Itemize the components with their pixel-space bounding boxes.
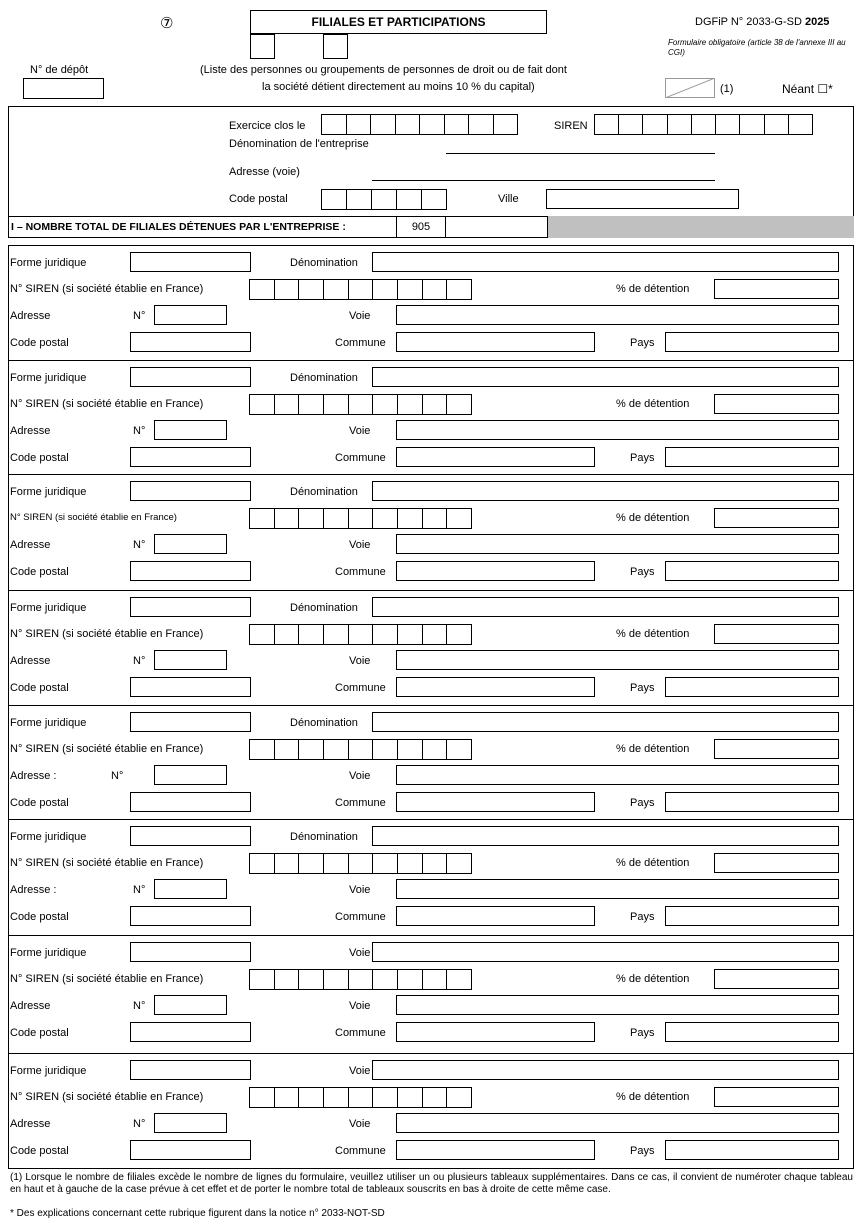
code-postal-label: Code postal <box>10 566 69 578</box>
detention-label: % de détention <box>616 398 690 410</box>
detention-label: % de détention <box>616 1091 690 1103</box>
title-box <box>250 10 547 34</box>
detention-input[interactable] <box>714 853 839 873</box>
depot-label: N° de dépôt <box>30 64 89 76</box>
subsidiary-row1-input[interactable] <box>372 252 839 272</box>
subsidiary-siren-input[interactable] <box>249 394 472 415</box>
adresse-label: Adresse <box>10 425 51 437</box>
commune-label: Commune <box>335 337 386 349</box>
subsidiary-divider <box>8 705 854 706</box>
commune-input[interactable] <box>396 906 595 926</box>
numero-label: N° <box>133 539 146 551</box>
subsidiary-siren-input[interactable] <box>249 969 472 990</box>
forme-juridique-label: Forme juridique <box>10 602 87 614</box>
adresse-label: Adresse : <box>10 770 57 782</box>
section1-title: I – NOMBRE TOTAL DE FILIALES DÉTENUES PAR L'ENTREPRISE : <box>11 221 346 233</box>
numero-input[interactable] <box>154 995 227 1015</box>
code-postal-input[interactable] <box>130 792 251 812</box>
subsidiary-divider <box>8 935 854 936</box>
commune-label: Commune <box>335 911 386 923</box>
pays-label: Pays <box>630 911 655 923</box>
code-postal-input[interactable] <box>130 1140 251 1160</box>
subsidiary-siren-input[interactable] <box>249 853 472 874</box>
pays-input[interactable] <box>665 906 839 926</box>
voie-input[interactable] <box>396 650 839 670</box>
numero-label: N° <box>133 425 146 437</box>
table-total-box[interactable] <box>323 34 348 59</box>
code-postal-input[interactable] <box>130 332 251 352</box>
code-postal-input[interactable] <box>130 906 251 926</box>
subsidiary-row1-label: Dénomination <box>290 257 358 269</box>
code-postal-input[interactable] <box>130 1022 251 1042</box>
adresse-label: Adresse <box>10 655 51 667</box>
subsidiary-row1-label: Dénomination <box>290 717 358 729</box>
code-postal-label: Code postal <box>10 337 69 349</box>
voie-input[interactable] <box>396 305 839 325</box>
subsidiary-row1-label: Dénomination <box>290 602 358 614</box>
ville-label: Ville <box>498 193 519 205</box>
code-postal-input[interactable] <box>321 189 447 210</box>
adresse-label: Adresse : <box>10 884 57 896</box>
numero-input[interactable] <box>154 534 227 554</box>
siren-label: N° SIREN (si société établie en France) <box>10 628 204 640</box>
detention-label: % de détention <box>616 628 690 640</box>
commune-input[interactable] <box>396 1140 595 1160</box>
commune-input[interactable] <box>396 677 595 697</box>
code-postal-label: Code postal <box>229 193 288 205</box>
detention-input[interactable] <box>714 969 839 989</box>
adresse-label: Adresse <box>10 1000 51 1012</box>
forme-juridique-input[interactable] <box>130 481 251 501</box>
subsidiary-divider <box>8 360 854 361</box>
forme-juridique-input[interactable] <box>130 1060 251 1080</box>
voie-label: Voie <box>349 1000 371 1012</box>
subsidiary-row1-input[interactable] <box>372 481 839 501</box>
commune-label: Commune <box>335 797 386 809</box>
numero-input[interactable] <box>154 879 227 899</box>
voie-label: Voie <box>349 310 371 322</box>
forme-juridique-input[interactable] <box>130 826 251 846</box>
adresse-label: Adresse <box>10 310 51 322</box>
code-postal-input[interactable] <box>130 447 251 467</box>
pays-label: Pays <box>630 566 655 578</box>
diagonal-box[interactable] <box>665 78 715 98</box>
subsidiary-divider <box>8 819 854 820</box>
commune-label: Commune <box>335 682 386 694</box>
commune-label: Commune <box>335 452 386 464</box>
voie-input[interactable] <box>396 534 839 554</box>
voie-label: Voie <box>349 770 371 782</box>
subsidiary-divider <box>8 474 854 475</box>
forme-juridique-input[interactable] <box>130 252 251 272</box>
commune-input[interactable] <box>396 1022 595 1042</box>
siren-label: N° SIREN (si société établie en France) <box>10 1091 204 1103</box>
code-postal-input[interactable] <box>130 561 251 581</box>
total-subsidiaries-value[interactable]: 905 <box>396 216 446 238</box>
numero-input[interactable] <box>154 1113 227 1133</box>
footer-note1: (1) Lorsque le nombre de filiales excède le nombre de lignes du formulaire, veuillez utiliser un ou plusieurs tableaux supplémentaires. Dans ce cas, il convient de numéroter chaque tableau en haut et à gauche de la case prévue à cet effet et de porter le nombre total de tableaux souscrits en bas à droite de cette même case. <box>10 1172 853 1195</box>
pays-label: Pays <box>630 1145 655 1157</box>
note-ref: (1) <box>720 83 734 95</box>
detention-input[interactable] <box>714 508 839 528</box>
siren-label: N° SIREN (si société établie en France) <box>10 512 177 523</box>
subsidiary-siren-input[interactable] <box>249 739 472 760</box>
page-number: ⑦ <box>160 15 174 32</box>
subsidiary-siren-input[interactable] <box>249 624 472 645</box>
commune-label: Commune <box>335 566 386 578</box>
subsidiary-row1-label: Dénomination <box>290 486 358 498</box>
subtitle-line2: la société détient directement au moins 10 % du capital) <box>262 81 535 93</box>
pays-input[interactable] <box>665 561 839 581</box>
voie-input[interactable] <box>396 879 839 899</box>
numero-input[interactable] <box>154 305 227 325</box>
subsidiary-siren-input[interactable] <box>249 1087 472 1108</box>
voie-input[interactable] <box>396 420 839 440</box>
adresse-label: Adresse <box>10 539 51 551</box>
subsidiary-row1-label: Voie <box>349 947 371 959</box>
subsidiary-row1-input[interactable] <box>372 597 839 617</box>
subsidiary-row1-input[interactable] <box>372 1060 839 1080</box>
detention-label: % de détention <box>616 283 690 295</box>
subsidiary-row1-label: Voie <box>349 1065 371 1077</box>
pays-input[interactable] <box>665 1140 839 1160</box>
detention-input[interactable] <box>714 394 839 414</box>
forme-juridique-label: Forme juridique <box>10 1065 87 1077</box>
voie-label: Voie <box>349 884 371 896</box>
commune-input[interactable] <box>396 447 595 467</box>
subsidiary-row1-input[interactable] <box>372 367 839 387</box>
voie-label: Voie <box>349 539 371 551</box>
siren-input[interactable] <box>594 114 813 135</box>
adresse-label: Adresse (voie) <box>229 166 300 178</box>
depot-input[interactable] <box>23 78 104 99</box>
pays-label: Pays <box>630 452 655 464</box>
shaded-cell <box>547 216 854 238</box>
detention-label: % de détention <box>616 973 690 985</box>
pays-label: Pays <box>630 682 655 694</box>
siren-label: N° SIREN (si société établie en France) <box>10 283 204 295</box>
denomination-label: Dénomination de l'entreprise <box>229 138 369 150</box>
pays-input[interactable] <box>665 332 839 352</box>
numero-label: N° <box>133 310 146 322</box>
detention-input[interactable] <box>714 739 839 759</box>
exercice-label: Exercice clos le <box>229 120 306 132</box>
siren-label: N° SIREN (si société établie en France) <box>10 857 204 869</box>
form-code: DGFiP N° 2033-G-SD 2025 <box>695 16 830 28</box>
siren-label: N° SIREN (si société établie en France) <box>10 973 204 985</box>
mandatory-note: Formulaire obligatoire (article 38 de l'annexe III au CGI) <box>668 38 846 57</box>
forme-juridique-label: Forme juridique <box>10 717 87 729</box>
subsidiary-row1-input[interactable] <box>372 826 839 846</box>
diagonal-box-icon <box>665 78 715 98</box>
code-postal-label: Code postal <box>10 452 69 464</box>
commune-input[interactable] <box>396 792 595 812</box>
detention-input[interactable] <box>714 279 839 299</box>
subsidiary-siren-input[interactable] <box>249 279 472 300</box>
subsidiary-divider <box>8 1053 854 1054</box>
numero-label: N° <box>133 1000 146 1012</box>
numero-label: N° <box>133 655 146 667</box>
table-number-box[interactable] <box>250 34 275 59</box>
forme-juridique-input[interactable] <box>130 712 251 732</box>
pays-label: Pays <box>630 337 655 349</box>
forme-juridique-label: Forme juridique <box>10 486 87 498</box>
code-postal-input[interactable] <box>130 677 251 697</box>
voie-input[interactable] <box>396 765 839 785</box>
subsidiary-row1-label: Dénomination <box>290 831 358 843</box>
forme-juridique-label: Forme juridique <box>10 372 87 384</box>
commune-label: Commune <box>335 1027 386 1039</box>
pays-input[interactable] <box>665 447 839 467</box>
numero-input[interactable] <box>154 420 227 440</box>
subsidiary-siren-input[interactable] <box>249 508 472 529</box>
forme-juridique-label: Forme juridique <box>10 831 87 843</box>
detention-label: % de détention <box>616 512 690 524</box>
forme-juridique-input[interactable] <box>130 367 251 387</box>
detention-label: % de détention <box>616 857 690 869</box>
ville-input[interactable] <box>546 189 739 209</box>
pays-label: Pays <box>630 797 655 809</box>
voie-label: Voie <box>349 425 371 437</box>
pays-input[interactable] <box>665 1022 839 1042</box>
voie-input[interactable] <box>396 1113 839 1133</box>
pays-input[interactable] <box>665 792 839 812</box>
detention-label: % de détention <box>616 743 690 755</box>
adresse-label: Adresse <box>10 1118 51 1130</box>
subsidiary-row1-input[interactable] <box>372 712 839 732</box>
siren-label: N° SIREN (si société établie en France) <box>10 398 204 410</box>
subsidiary-row1-input[interactable] <box>372 942 839 962</box>
subsidiary-divider <box>8 590 854 591</box>
adresse-input[interactable] <box>372 180 715 181</box>
code-postal-label: Code postal <box>10 682 69 694</box>
forme-juridique-label: Forme juridique <box>10 257 87 269</box>
voie-label: Voie <box>349 1118 371 1130</box>
subtitle-line1: (Liste des personnes ou groupements de personnes de droit ou de fait dont <box>200 64 567 76</box>
code-postal-label: Code postal <box>10 1027 69 1039</box>
code-postal-label: Code postal <box>10 911 69 923</box>
page-title: FILIALES ET PARTICIPATIONS <box>311 15 486 29</box>
code-postal-label: Code postal <box>10 1145 69 1157</box>
neant-checkbox[interactable]: Néant ☐* <box>782 82 833 96</box>
numero-input[interactable] <box>154 650 227 670</box>
footer-note2: * Des explications concernant cette rubrique figurent dans la notice n° 2033-NOT-SD <box>10 1208 385 1219</box>
pays-input[interactable] <box>665 677 839 697</box>
detention-input[interactable] <box>714 624 839 644</box>
pays-label: Pays <box>630 1027 655 1039</box>
numero-label: N° <box>133 1118 146 1130</box>
numero-label: N° <box>111 770 124 782</box>
siren-label: SIREN <box>554 120 588 132</box>
denomination-input[interactable] <box>446 153 715 154</box>
detention-input[interactable] <box>714 1087 839 1107</box>
numero-label: N° <box>133 884 146 896</box>
exercice-date-input[interactable] <box>321 114 518 135</box>
forme-juridique-input[interactable] <box>130 942 251 962</box>
commune-input[interactable] <box>396 561 595 581</box>
commune-label: Commune <box>335 1145 386 1157</box>
voie-input[interactable] <box>396 995 839 1015</box>
siren-label: N° SIREN (si société établie en France) <box>10 743 204 755</box>
forme-juridique-label: Forme juridique <box>10 947 87 959</box>
forme-juridique-input[interactable] <box>130 597 251 617</box>
code-postal-label: Code postal <box>10 797 69 809</box>
subsidiary-row1-label: Dénomination <box>290 372 358 384</box>
voie-label: Voie <box>349 655 371 667</box>
commune-input[interactable] <box>396 332 595 352</box>
numero-input[interactable] <box>154 765 227 785</box>
